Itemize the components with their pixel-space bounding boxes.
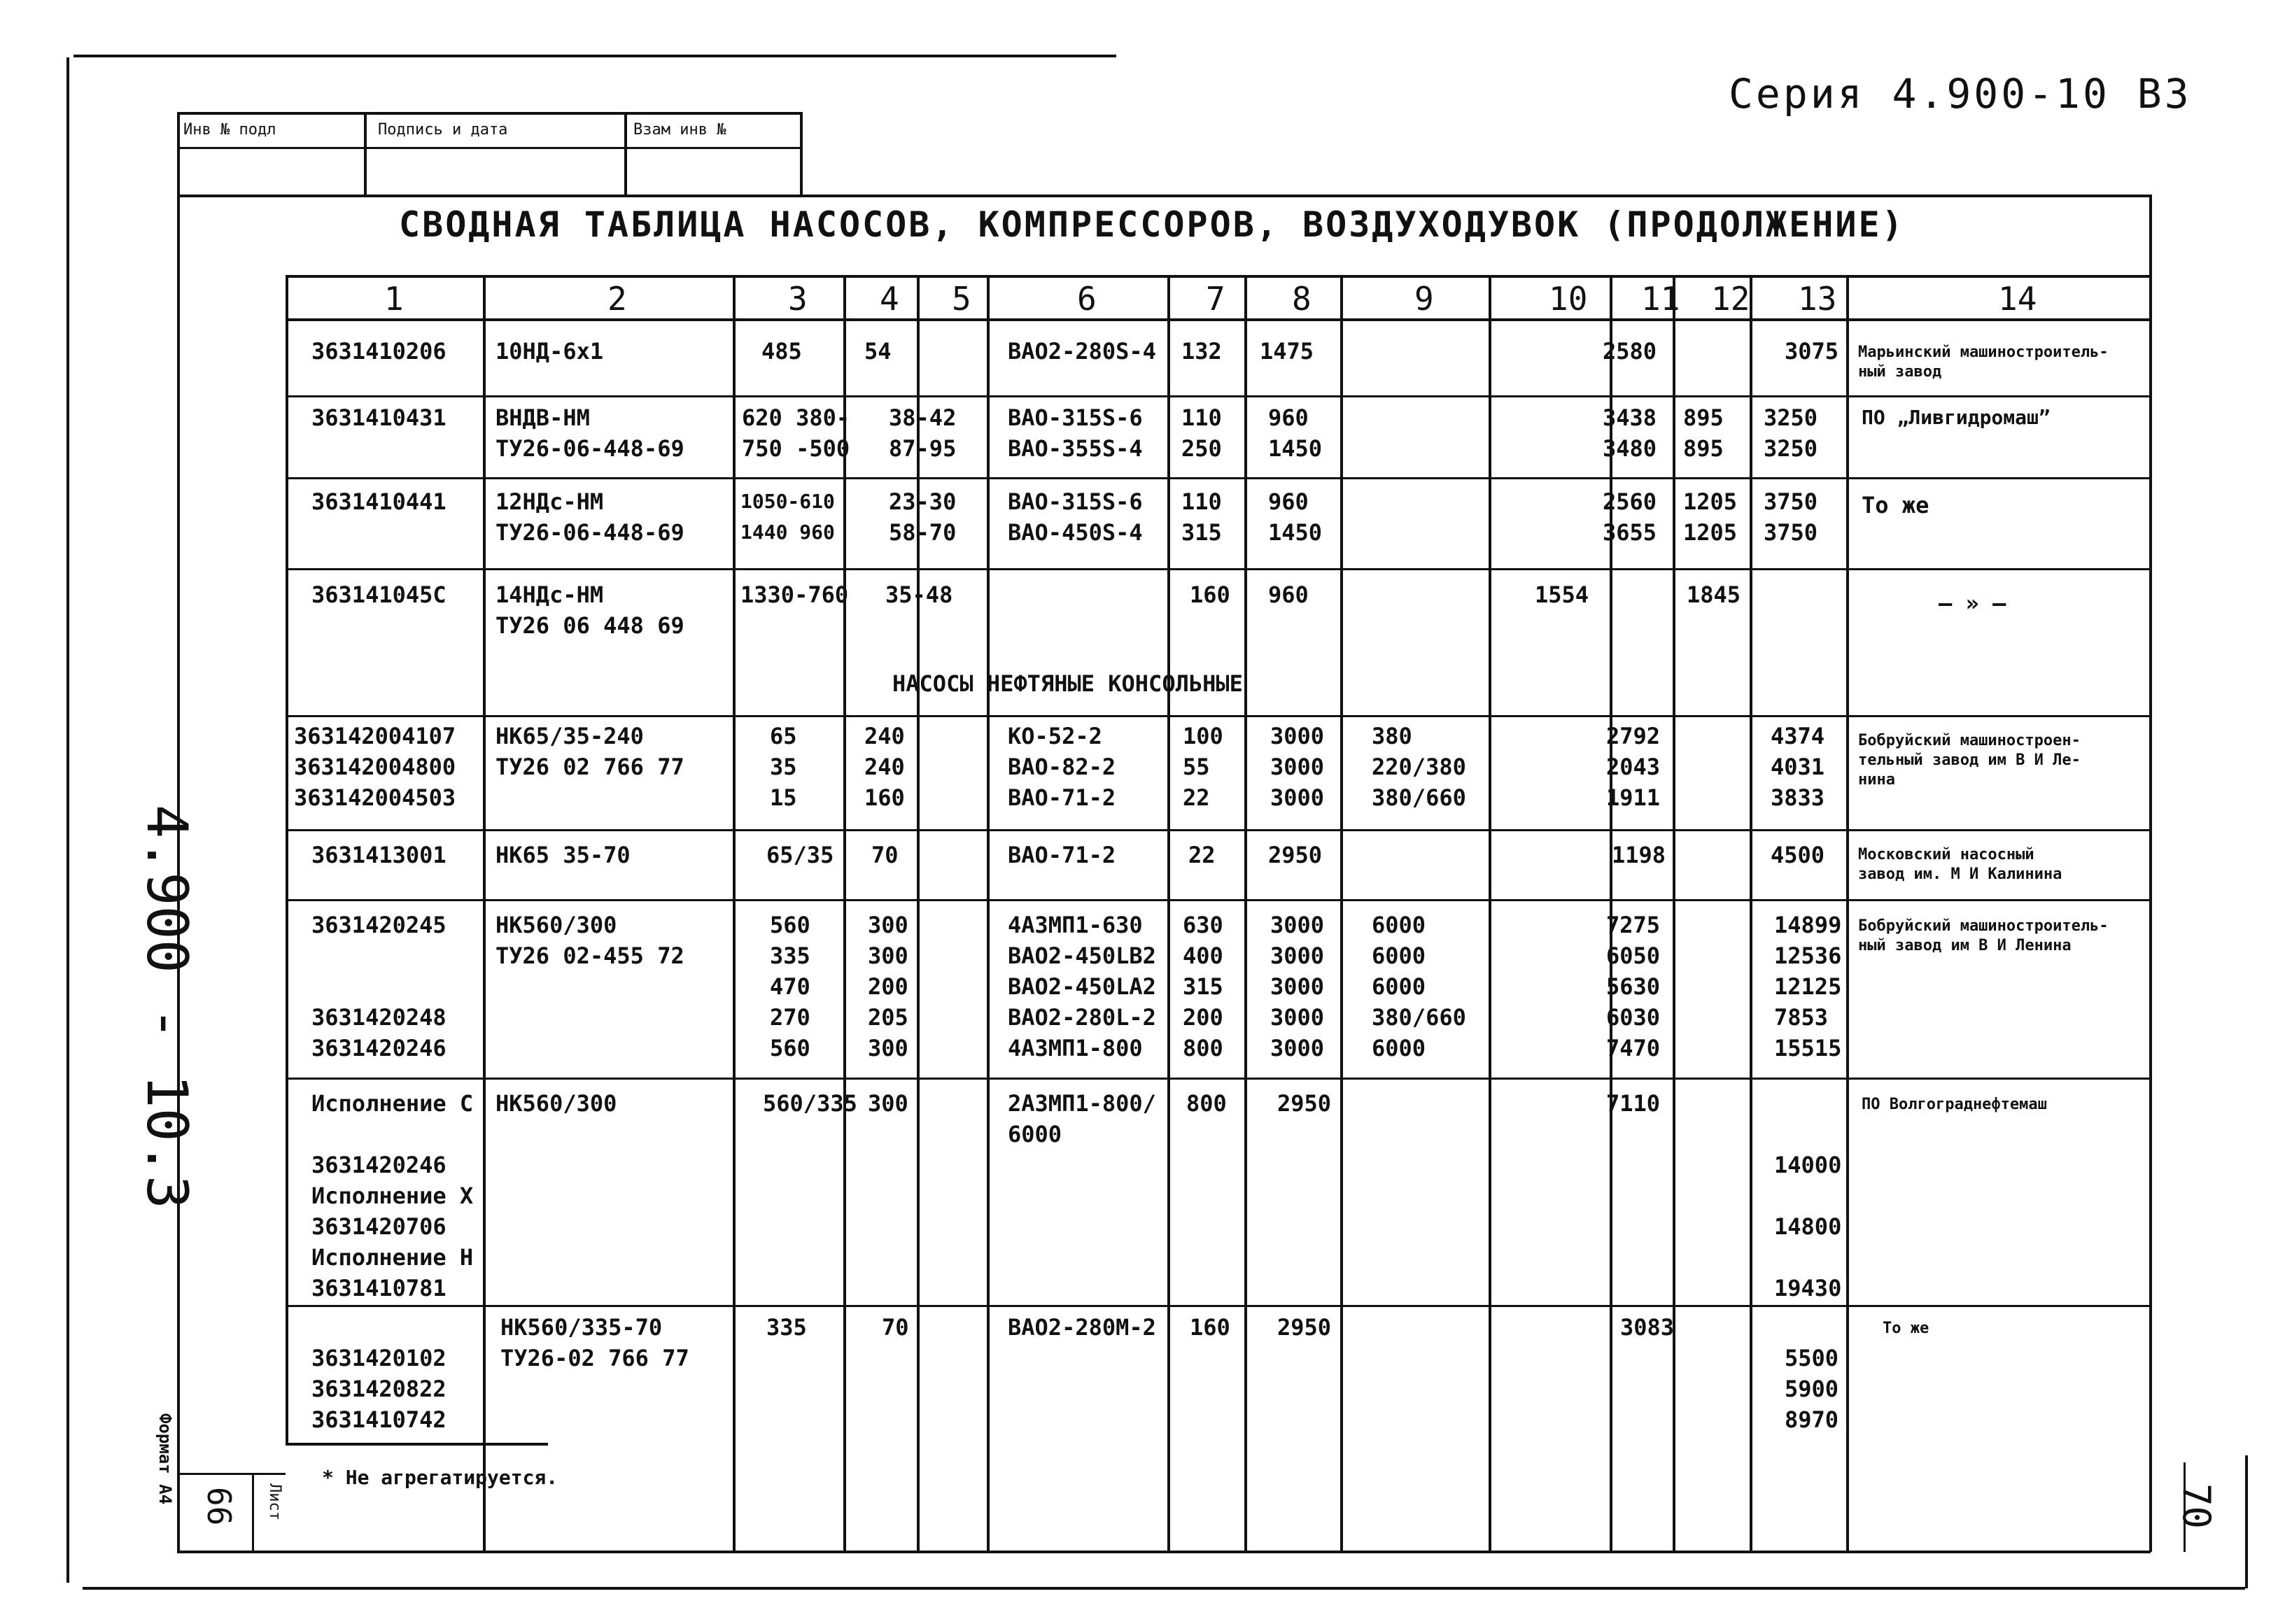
r2-c4: 38-42 87-95	[889, 404, 957, 462]
r8-c8: 2950	[1277, 1090, 1332, 1117]
sheet-box-divider	[252, 1473, 254, 1551]
r5-c13: 4374 4031 3833	[1771, 723, 1825, 811]
r9-manufacturer: То же	[1883, 1320, 1929, 1337]
stamp-mid-line	[177, 147, 800, 149]
col-div-6	[1167, 275, 1170, 1551]
section-subheading: НАСОСЫ НЕФТЯНЫЕ КОНСОЛЬНЫЕ	[892, 670, 1243, 697]
r1-c11: 2580	[1603, 338, 1657, 365]
stamp-divider-2	[624, 112, 627, 195]
r5-c4: 240 240 160	[864, 723, 905, 811]
r7-c11: 7275 6050 5630 6030 7470	[1606, 912, 1661, 1061]
r9-code: 3631420102 3631420822 3631410742	[311, 1345, 447, 1433]
r6-manufacturer: Московский насосный завод им. М И Калинина	[1858, 846, 2062, 883]
r9-model: НК560/335-70 ТУ26-02 766 77	[500, 1314, 689, 1371]
r5-c11: 2792 2043 1911	[1606, 723, 1661, 811]
r3-c11: 2560 3655	[1603, 488, 1657, 546]
r3-model: 12НДс-НМ ТУ26-06-448-69	[495, 488, 684, 546]
r2-c12: 895 895	[1683, 404, 1724, 462]
stamp-top-line	[177, 112, 800, 115]
r7-c8: 3000 3000 3000 3000 3000	[1270, 912, 1325, 1061]
r9-c13: 5500 5900 8970	[1785, 1345, 1839, 1433]
col-div-11	[1673, 275, 1675, 1551]
left-frame-line	[66, 57, 69, 1583]
r6-c7: 22	[1188, 842, 1216, 868]
r3-c13: 3750 3750	[1764, 488, 1818, 546]
r1-motor: ВАО2-280S-4	[1008, 338, 1156, 365]
r3-manufacturer: То же	[1862, 492, 1929, 518]
col-div-12	[1750, 275, 1752, 1551]
r3-motor: ВАО-315S-6 ВАО-450S-4	[1008, 488, 1143, 546]
format-label: Формат А4	[155, 1413, 175, 1505]
r7-code: 3631420245 3631420248 3631420246	[311, 912, 447, 1061]
r8-code: Исполнение С 3631420246 Исполнение Х 3631420706 Исполнение Н 3631410781	[311, 1090, 474, 1301]
r5-model: НК65/35-240 ТУ26 02 766 77	[495, 723, 684, 780]
r1-c13: 3075	[1785, 338, 1839, 365]
r1-c7: 132	[1181, 338, 1222, 365]
row-line-1	[286, 395, 2151, 397]
r3-c8: 960 1450	[1268, 488, 1323, 546]
r8-c4: 300	[868, 1090, 908, 1117]
sheet-bottom-border	[177, 1551, 2151, 1553]
r2-manufacturer: ПО „Ливгидромаш”	[1862, 406, 2051, 429]
r4-ditto: — » —	[1939, 590, 2006, 616]
table-header-line	[286, 318, 2151, 321]
r3-c7: 110 315	[1181, 488, 1222, 546]
table-left-line	[286, 275, 288, 1443]
stamp-replace-label: Взам инв №	[633, 121, 726, 139]
r5-c3: 65 35 15	[770, 723, 797, 811]
r6-c13: 4500	[1771, 842, 1825, 868]
stamp-sign-label: Подпись и дата	[378, 121, 508, 139]
r4-c3: 1330-760	[740, 581, 849, 608]
row-line-5	[286, 829, 2151, 831]
side-document-number: 4.900 - 10.3	[134, 805, 199, 1209]
r2-code: 3631410431	[311, 404, 447, 431]
r6-c11: 1198	[1612, 842, 1666, 868]
sheet-top-border	[177, 195, 2151, 197]
r3-c4: 23-30 58-70	[889, 488, 957, 546]
r6-c3: 65/35	[766, 842, 834, 868]
table-bottom-line	[286, 1443, 548, 1446]
row-line-7	[286, 1078, 2151, 1080]
r9-c7: 160	[1190, 1314, 1230, 1341]
r7-c7: 630 400 315 200 800	[1183, 912, 1223, 1061]
r9-c3: 335	[766, 1314, 807, 1341]
sheet-right-number: 70	[2174, 1483, 2219, 1530]
r8-manufacturer: ПО Волгограднефтемаш	[1862, 1096, 2047, 1113]
col-div-7	[1244, 275, 1247, 1551]
right-frame-line	[2245, 1455, 2248, 1588]
r4-c4: 35-48	[885, 581, 953, 608]
r8-motor: 2АЗМП1-800/ 6000	[1008, 1090, 1156, 1148]
r5-manufacturer: Бобруйский машиностроен- тельный завод им В И Ле- нина	[1858, 732, 2081, 789]
r2-model: ВНДВ-НМ ТУ26-06-448-69	[495, 404, 684, 462]
r7-model: НК560/300 ТУ26 02-455 72	[495, 912, 684, 969]
sheet-left-number: 66	[200, 1487, 238, 1526]
row-line-8	[286, 1305, 2151, 1307]
r9-c8: 2950	[1277, 1314, 1332, 1341]
table-top-line	[286, 275, 2151, 278]
r6-c4: 70	[871, 842, 899, 868]
row-line-3	[286, 568, 2151, 570]
top-frame-line	[73, 55, 1116, 57]
r4-c10: 1554	[1535, 581, 1589, 608]
r3-c12: 1205 1205	[1683, 488, 1738, 546]
r2-c11: 3438 3480	[1603, 404, 1657, 462]
r1-model: 10НД-6х1	[495, 338, 604, 365]
r8-model: НК560/300	[495, 1090, 617, 1117]
r4-c7: 160	[1190, 581, 1230, 608]
r1-c4: 54	[864, 338, 892, 365]
stamp-inv-label: Инв № подл	[183, 121, 276, 139]
r7-manufacturer: Бобруйский машиностроитель- ный завод им В И Ленина	[1858, 917, 2109, 954]
r6-c8: 2950	[1268, 842, 1323, 868]
r1-c8: 1475	[1260, 338, 1314, 365]
sheet-box-top	[177, 1473, 286, 1475]
r2-c7: 110 250	[1181, 404, 1222, 462]
r4-c8: 960	[1268, 581, 1309, 608]
r3-c3: 1050-610 1440 960	[740, 490, 835, 544]
r5-code: 363142004107 363142004800 363142004503	[294, 723, 456, 811]
bottom-frame-line	[83, 1587, 2245, 1590]
r5-c8: 3000 3000 3000	[1270, 723, 1325, 811]
stamp-divider-3	[800, 112, 803, 195]
r1-manufacturer: Марьинский машиностроитель- ный завод	[1858, 344, 2109, 381]
footnote: * Не агрегатируется.	[322, 1466, 558, 1489]
r7-c9: 6000 6000 6000 380/660 6000	[1372, 912, 1466, 1061]
sheet-right-border	[2149, 195, 2152, 1552]
r9-c4: 70	[882, 1314, 909, 1341]
r2-c3: 620 380- 750 -500	[742, 404, 850, 462]
r9-motor: ВАО2-280М-2	[1008, 1314, 1156, 1341]
col-div-13	[1846, 275, 1849, 1551]
col-div-5	[987, 275, 990, 1551]
r7-c13: 14899 12536 12125 7853 15515	[1774, 912, 1842, 1061]
r9-c11: 3083	[1620, 1314, 1675, 1341]
r4-model: 14НДс-НМ ТУ26 06 448 69	[495, 581, 684, 639]
r4-c12: 1845	[1687, 581, 1741, 608]
r2-motor: ВАО-315S-6 ВАО-355S-4	[1008, 404, 1143, 462]
col-div-8	[1340, 275, 1343, 1551]
row-line-2	[286, 477, 2151, 479]
row-line-4	[286, 715, 2151, 717]
r5-c9: 380 220/380 380/660	[1372, 723, 1466, 811]
r6-model: НК65 35-70	[495, 842, 631, 868]
r8-c11: 7110	[1606, 1090, 1661, 1117]
r2-c8: 960 1450	[1268, 404, 1323, 462]
r8-c13: 14000 14800 19430	[1774, 1152, 1842, 1301]
r1-code: 3631410206	[311, 338, 447, 365]
r2-c13: 3250 3250	[1764, 404, 1818, 462]
r5-c7: 100 55 22	[1183, 723, 1223, 811]
col-div-2	[733, 275, 736, 1551]
r4-code: 363141045С	[311, 581, 447, 608]
r5-motor: КО-52-2 ВАО-82-2 ВАО-71-2	[1008, 723, 1116, 811]
r7-motor: 4АЗМП1-630 ВАО2-450LВ2 ВАО2-450LА2 ВАО2-280L-2 4АЗМП1-800	[1008, 912, 1156, 1061]
r7-c4: 300 300 200 205 300	[868, 912, 908, 1061]
r7-c3: 560 335 470 270 560	[770, 912, 810, 1061]
col-div-3	[843, 275, 846, 1551]
series-label: Серия 4.900-10 В3	[1729, 70, 2192, 118]
r8-c3: 560/335	[763, 1090, 857, 1117]
stamp-divider-1	[364, 112, 367, 195]
col-div-1	[483, 275, 486, 1551]
page-title: СВОДНАЯ ТАБЛИЦА НАСОСОВ, КОМПРЕССОРОВ, ВОЗДУХОДУВОК (ПРОДОЛЖЕНИЕ)	[399, 204, 1905, 245]
row-line-6	[286, 899, 2151, 901]
r1-c3: 485	[761, 338, 802, 365]
sheet-label: Лист	[266, 1483, 283, 1520]
col-div-9	[1489, 275, 1491, 1551]
r3-code: 3631410441	[311, 488, 447, 515]
r8-c7: 800	[1186, 1090, 1227, 1117]
col-div-4	[917, 275, 920, 1551]
r6-code: 3631413001	[311, 842, 447, 868]
r6-motor: ВАО-71-2	[1008, 842, 1116, 868]
